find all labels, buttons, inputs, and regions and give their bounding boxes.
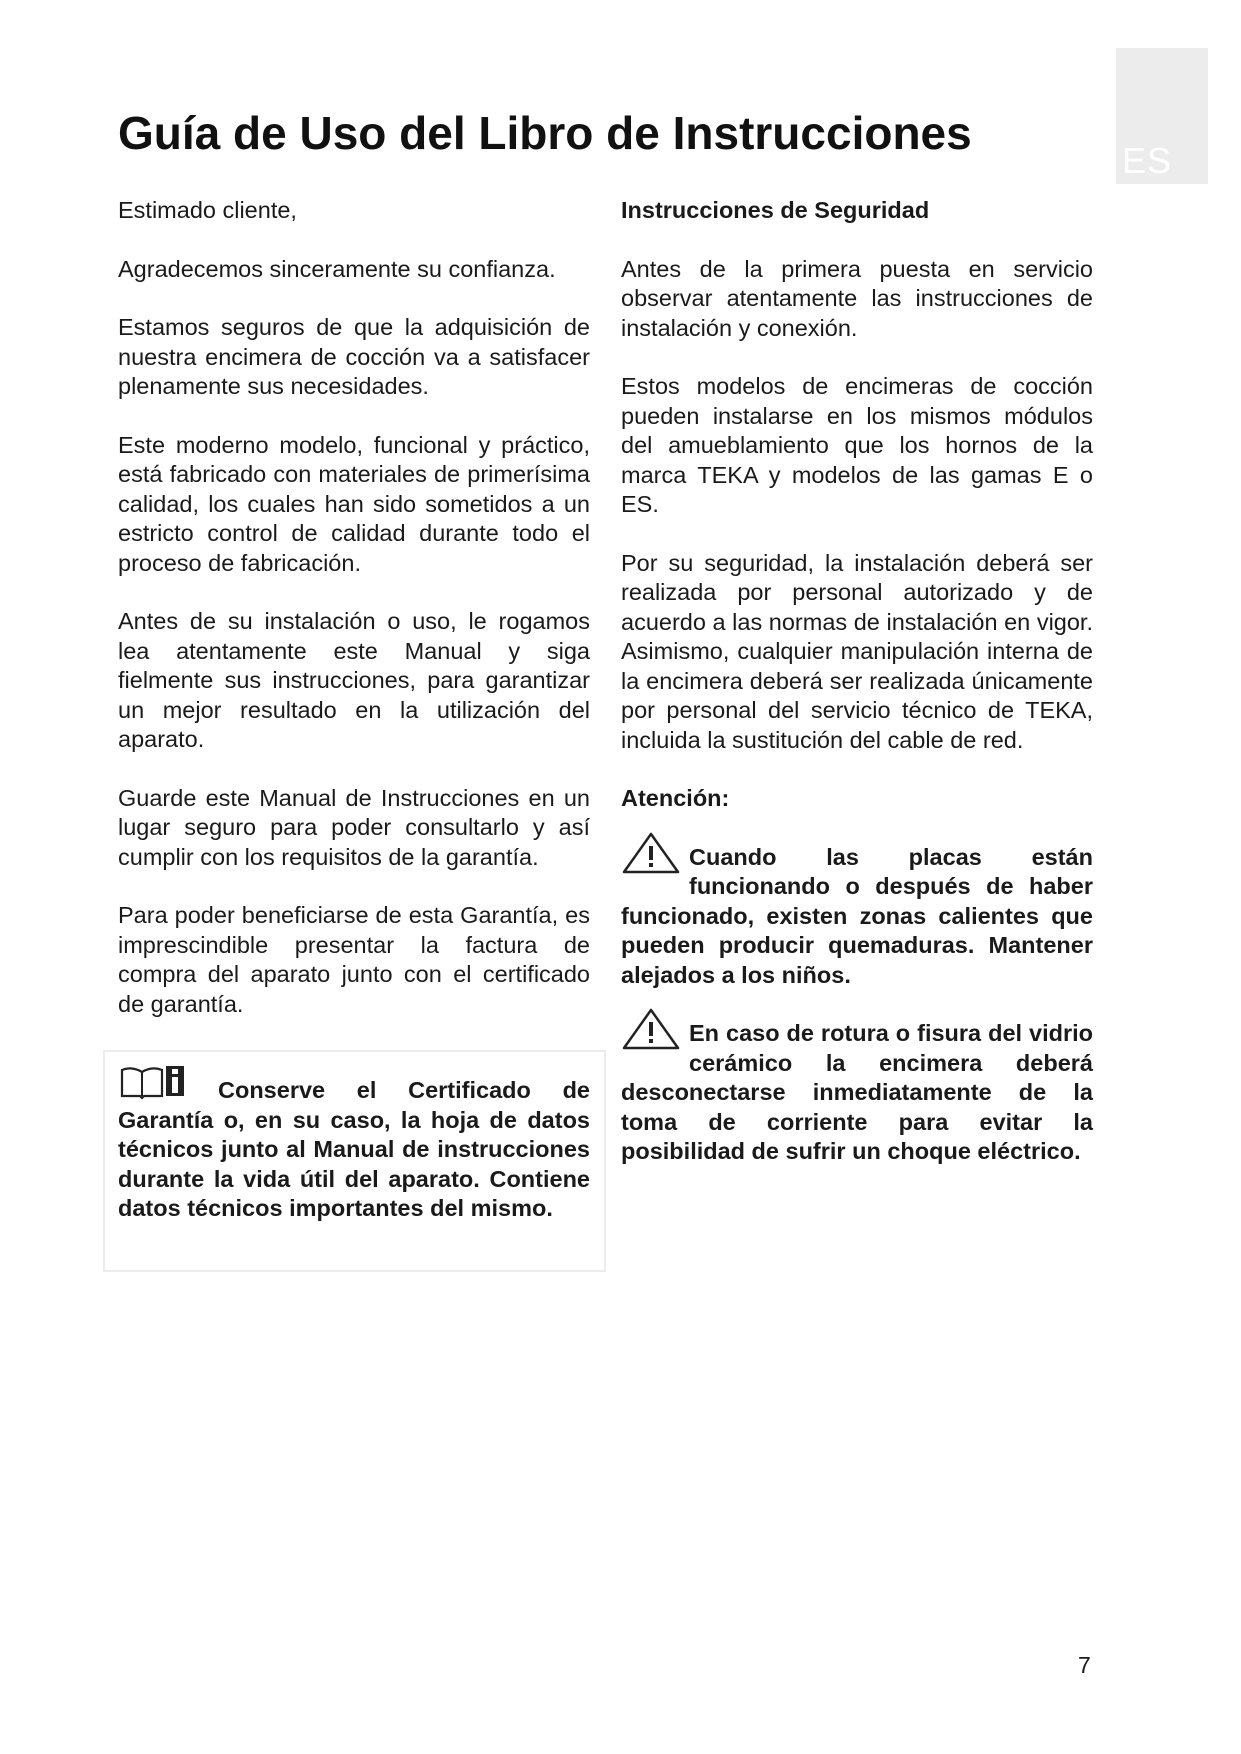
warning-glass-break	[621, 1019, 1093, 1167]
warning-hot-zones	[621, 843, 1093, 991]
paragraph-satisfaction: Estamos seguros de que la adquisición de nuestra encimera de cocción va a satisfacer plenamente sus necesidades.	[118, 314, 590, 399]
paragraph-warranty: Para poder beneficiarse de esta Garantía, es imprescindible presentar la factura de compra del aparato junto con el certificado de garantía.	[118, 902, 590, 1017]
paragraph-first-use: Antes de la primera puesta en servicio observar atentamente las instrucciones de instalación y conexión.	[621, 255, 1093, 341]
safety-heading: Instrucciones de Seguridad	[621, 197, 930, 223]
page-number: 7	[1078, 1652, 1091, 1678]
warning-triangle-icon	[621, 831, 681, 875]
paragraph-greeting: Estimado cliente,	[118, 197, 297, 223]
language-tab	[1116, 48, 1208, 184]
info-note-text: Conserve el Certificado de Garantía o, en su caso, la hoja de datos técnicos junto al Manual de instrucciones durante la vida útil del aparato. Contiene datos técnicos importantes del mismo.	[118, 1077, 590, 1221]
paragraph-installation: Por su seguridad, la instalación deberá ser realizada por personal autorizado y de acuerdo a las normas de instalación en vigor. Asimismo, cualquier manipulación interna de la encimera deberá ser realizada únicamente por personal del servicio técnico de TEKA, incluida la sustitución del cable de red.	[621, 549, 1093, 753]
warning-hot-zones-text: Cuando las placas están funcionando o después de haber funcionado, existen zonas calientes que pueden producir quemaduras. Mantener alejados a los niños.	[621, 843, 1093, 988]
paragraph-keep-manual: Guarde este Manual de Instrucciones en un lugar seguro para poder consultarlo y así cumplir con los requisitos de la garantía.	[118, 784, 590, 870]
page-title: Guía de Uso del Libro de Instrucciones	[118, 107, 972, 159]
manual-info-icon	[118, 1062, 214, 1102]
warning-glass-break-text: En caso de rotura o fisura del vidrio cerámico la encimera deberá desconectarse inmediatamente de la toma de corriente para evitar la posibilidad de sufrir un choque eléctrico.	[621, 1020, 1093, 1164]
right-column	[621, 196, 1093, 1196]
paragraph-models: Estos modelos de encimeras de cocción pueden instalarse en los mismos módulos del amueblamiento que los hornos de la marca TEKA y modelos de las gamas E o ES.	[621, 373, 1093, 517]
left-column	[118, 196, 590, 1048]
paragraph-quality: Este moderno modelo, funcional y práctico, está fabricado con materiales de primerísima calidad, los cuales han sido sometidos a un estricto control de calidad durante todo el proceso de fabricación.	[118, 431, 590, 576]
language-tab-label: ES	[1122, 140, 1173, 181]
warning-triangle-icon	[621, 1007, 681, 1051]
info-note	[118, 1076, 590, 1224]
attention-heading: Atención:	[621, 785, 730, 811]
paragraph-read-manual: Antes de su instalación o uso, le rogamos lea atentamente este Manual y siga fielmente sus instrucciones, para garantizar un mejor resultado en la utilización del aparato.	[118, 608, 590, 752]
paragraph-thanks: Agradecemos sinceramente su confianza.	[118, 255, 556, 282]
